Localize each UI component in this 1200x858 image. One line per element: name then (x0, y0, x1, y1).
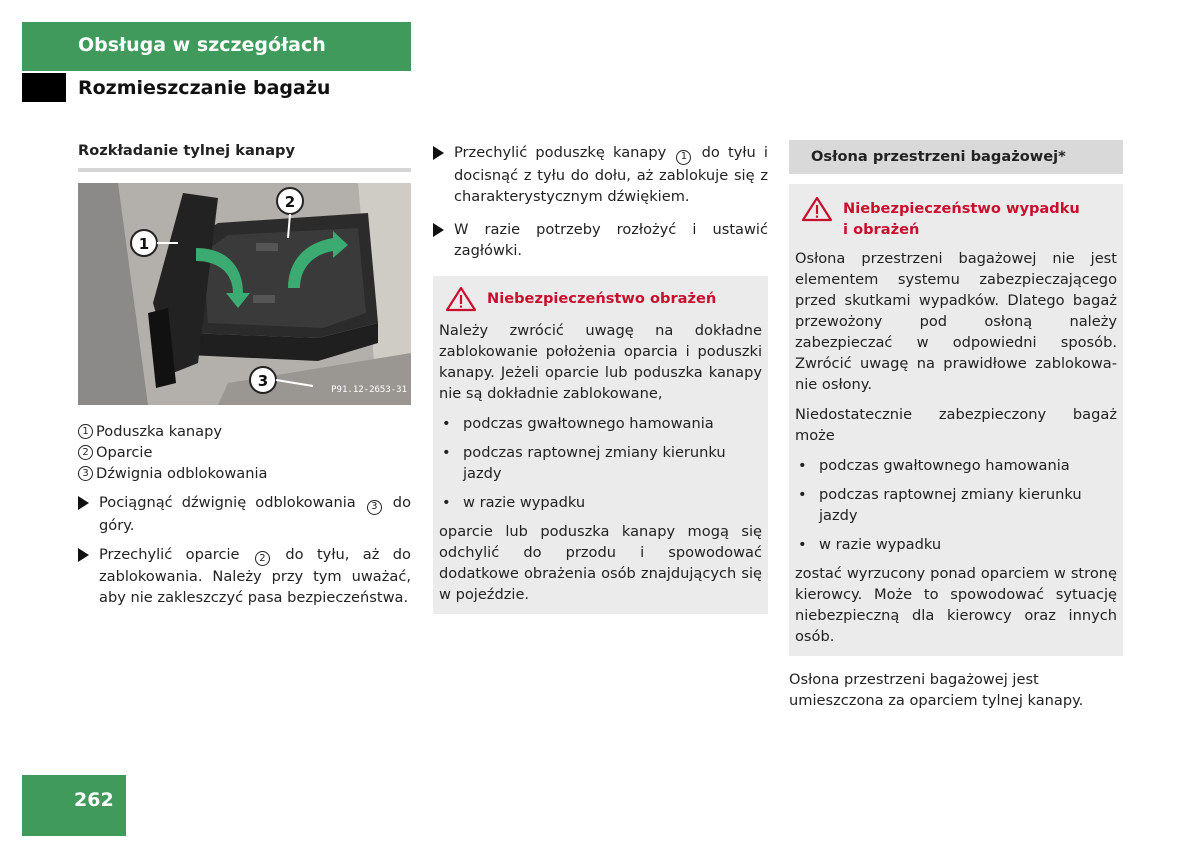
step-text: Przechylić oparcie (99, 545, 253, 563)
legend-text: Dźwignia odblokowania (96, 465, 268, 482)
subsection-title: Rozmieszczanie bagażu (78, 77, 331, 99)
step-text: Pociągnąć dźwignię odblokowania (99, 494, 365, 511)
step-text: W razie potrzeby rozłożyć i ustawić zagłówki. (454, 220, 768, 259)
warning-triangle-icon (801, 196, 833, 222)
step-arrow-icon (433, 146, 444, 160)
step-text: do góry. (99, 494, 411, 534)
warning-heading (445, 288, 762, 312)
legend-number: 2 (78, 445, 93, 460)
legend-item (78, 421, 411, 442)
figure-legend (78, 421, 411, 484)
column-2 (433, 140, 768, 614)
instruction-step (433, 219, 768, 261)
warning-text: zostać wyrzucony ponad oparciem w stronę kierowcy. Może to spowodować sytuację niebezpieczną dla kierowcy oraz innych osób. (795, 565, 1117, 645)
warning-bullet: • podczas gwałtownego hamowania (795, 455, 1117, 476)
warning-bullet: • w razie wypadku (439, 492, 762, 513)
warning-bullet: • podczas gwałtownego hamowania (439, 413, 762, 434)
warning-text: oparcie lub poduszka kanapy mogą się odchylić do przodu i spowodować dodatkowe obrażenia osób znajdujących się w pojeździe. (439, 522, 762, 603)
warning-triangle-icon (445, 286, 477, 312)
inline-number: 3 (367, 500, 382, 515)
inline-number: 2 (255, 551, 270, 566)
figure-code: P91.12-2653-31 (331, 385, 407, 395)
step-text: do tyłu, aż do zablokowania. Należy przy tym uważać, aby nie zakleszczyć pasa bezpieczeństwa. (99, 545, 411, 606)
legend-text: Oparcie (96, 444, 153, 461)
rear-seat-figure (78, 183, 411, 405)
step-text: do tyłu i docisnąć z tyłu do dołu, aż zablokuje się z charakterystycznym dźwiękiem. (454, 144, 768, 205)
legend-number: 3 (78, 466, 93, 481)
subsection-marker (22, 73, 66, 102)
body-paragraph: Osłona przestrzeni bagażowej jest umieszczona za oparciem tylnej kanapy. (789, 671, 1084, 709)
warning-bullet: • w razie wypadku (795, 534, 1117, 555)
warning-bullet: • podczas raptownej zmiany kierunku jazdy (439, 442, 762, 484)
warning-title: i obrażeń (843, 221, 920, 238)
column-1 (78, 140, 411, 608)
warning-heading (801, 198, 1117, 240)
section-heading: Osłona przestrzeni bagażowej* (789, 140, 1123, 174)
instruction-step (433, 142, 768, 207)
legend-item (78, 442, 411, 463)
injury-warning-box (433, 276, 768, 614)
warning-text: Niedostatecznie zabezpieczony bagaż może (795, 406, 1117, 444)
callout-2-label: 2 (284, 193, 296, 211)
step-arrow-icon (78, 496, 89, 510)
step-arrow-icon (433, 223, 444, 237)
warning-text: Osłona przestrzeni bagażowej nie jest elementem systemu zabezpieczającego przed skutkami wypadków. Dlatego bagaż przewożony pod osłoną należy zabezpieczać w odpowiedni sposób. Zwrócić uwagę na prawidłowe zablokowanie osłony. (795, 250, 1117, 393)
step-arrow-icon (78, 548, 89, 562)
column-3 (789, 140, 1123, 711)
legend-number: 1 (78, 424, 93, 439)
callout-3-label: 3 (257, 372, 269, 390)
callout-1-label: 1 (138, 235, 150, 253)
warning-title: Niebezpieczeństwo wypadku (843, 200, 1080, 217)
step-text: Przechylić poduszkę kanapy (454, 144, 675, 161)
legend-text: Poduszka kanapy (96, 423, 222, 440)
accident-warning-box (789, 184, 1123, 656)
page-number-box (22, 775, 126, 836)
instruction-step (78, 492, 411, 536)
section-heading: Rozkładanie tylnej kanapy (78, 140, 411, 172)
section-title: Obsługa w szczegółach (78, 34, 326, 56)
section-header-bar (22, 22, 411, 71)
instruction-step (78, 544, 411, 609)
warning-title: Niebezpieczeństwo obrażeń (487, 289, 717, 307)
page-number: 262 (74, 789, 114, 811)
inline-number: 1 (676, 150, 691, 165)
rear-seat-illustration (78, 183, 411, 405)
legend-item (78, 463, 411, 484)
warning-text: Należy zwrócić uwagę na dokładne zablokowanie położenia oparcia i poduszki kanapy. Jeżeli oparcie lub poduszka kanapy nie są dokładnie zablokowane, (439, 321, 762, 402)
warning-bullet: • podczas raptownej zmiany kierunku jazdy (795, 484, 1117, 526)
